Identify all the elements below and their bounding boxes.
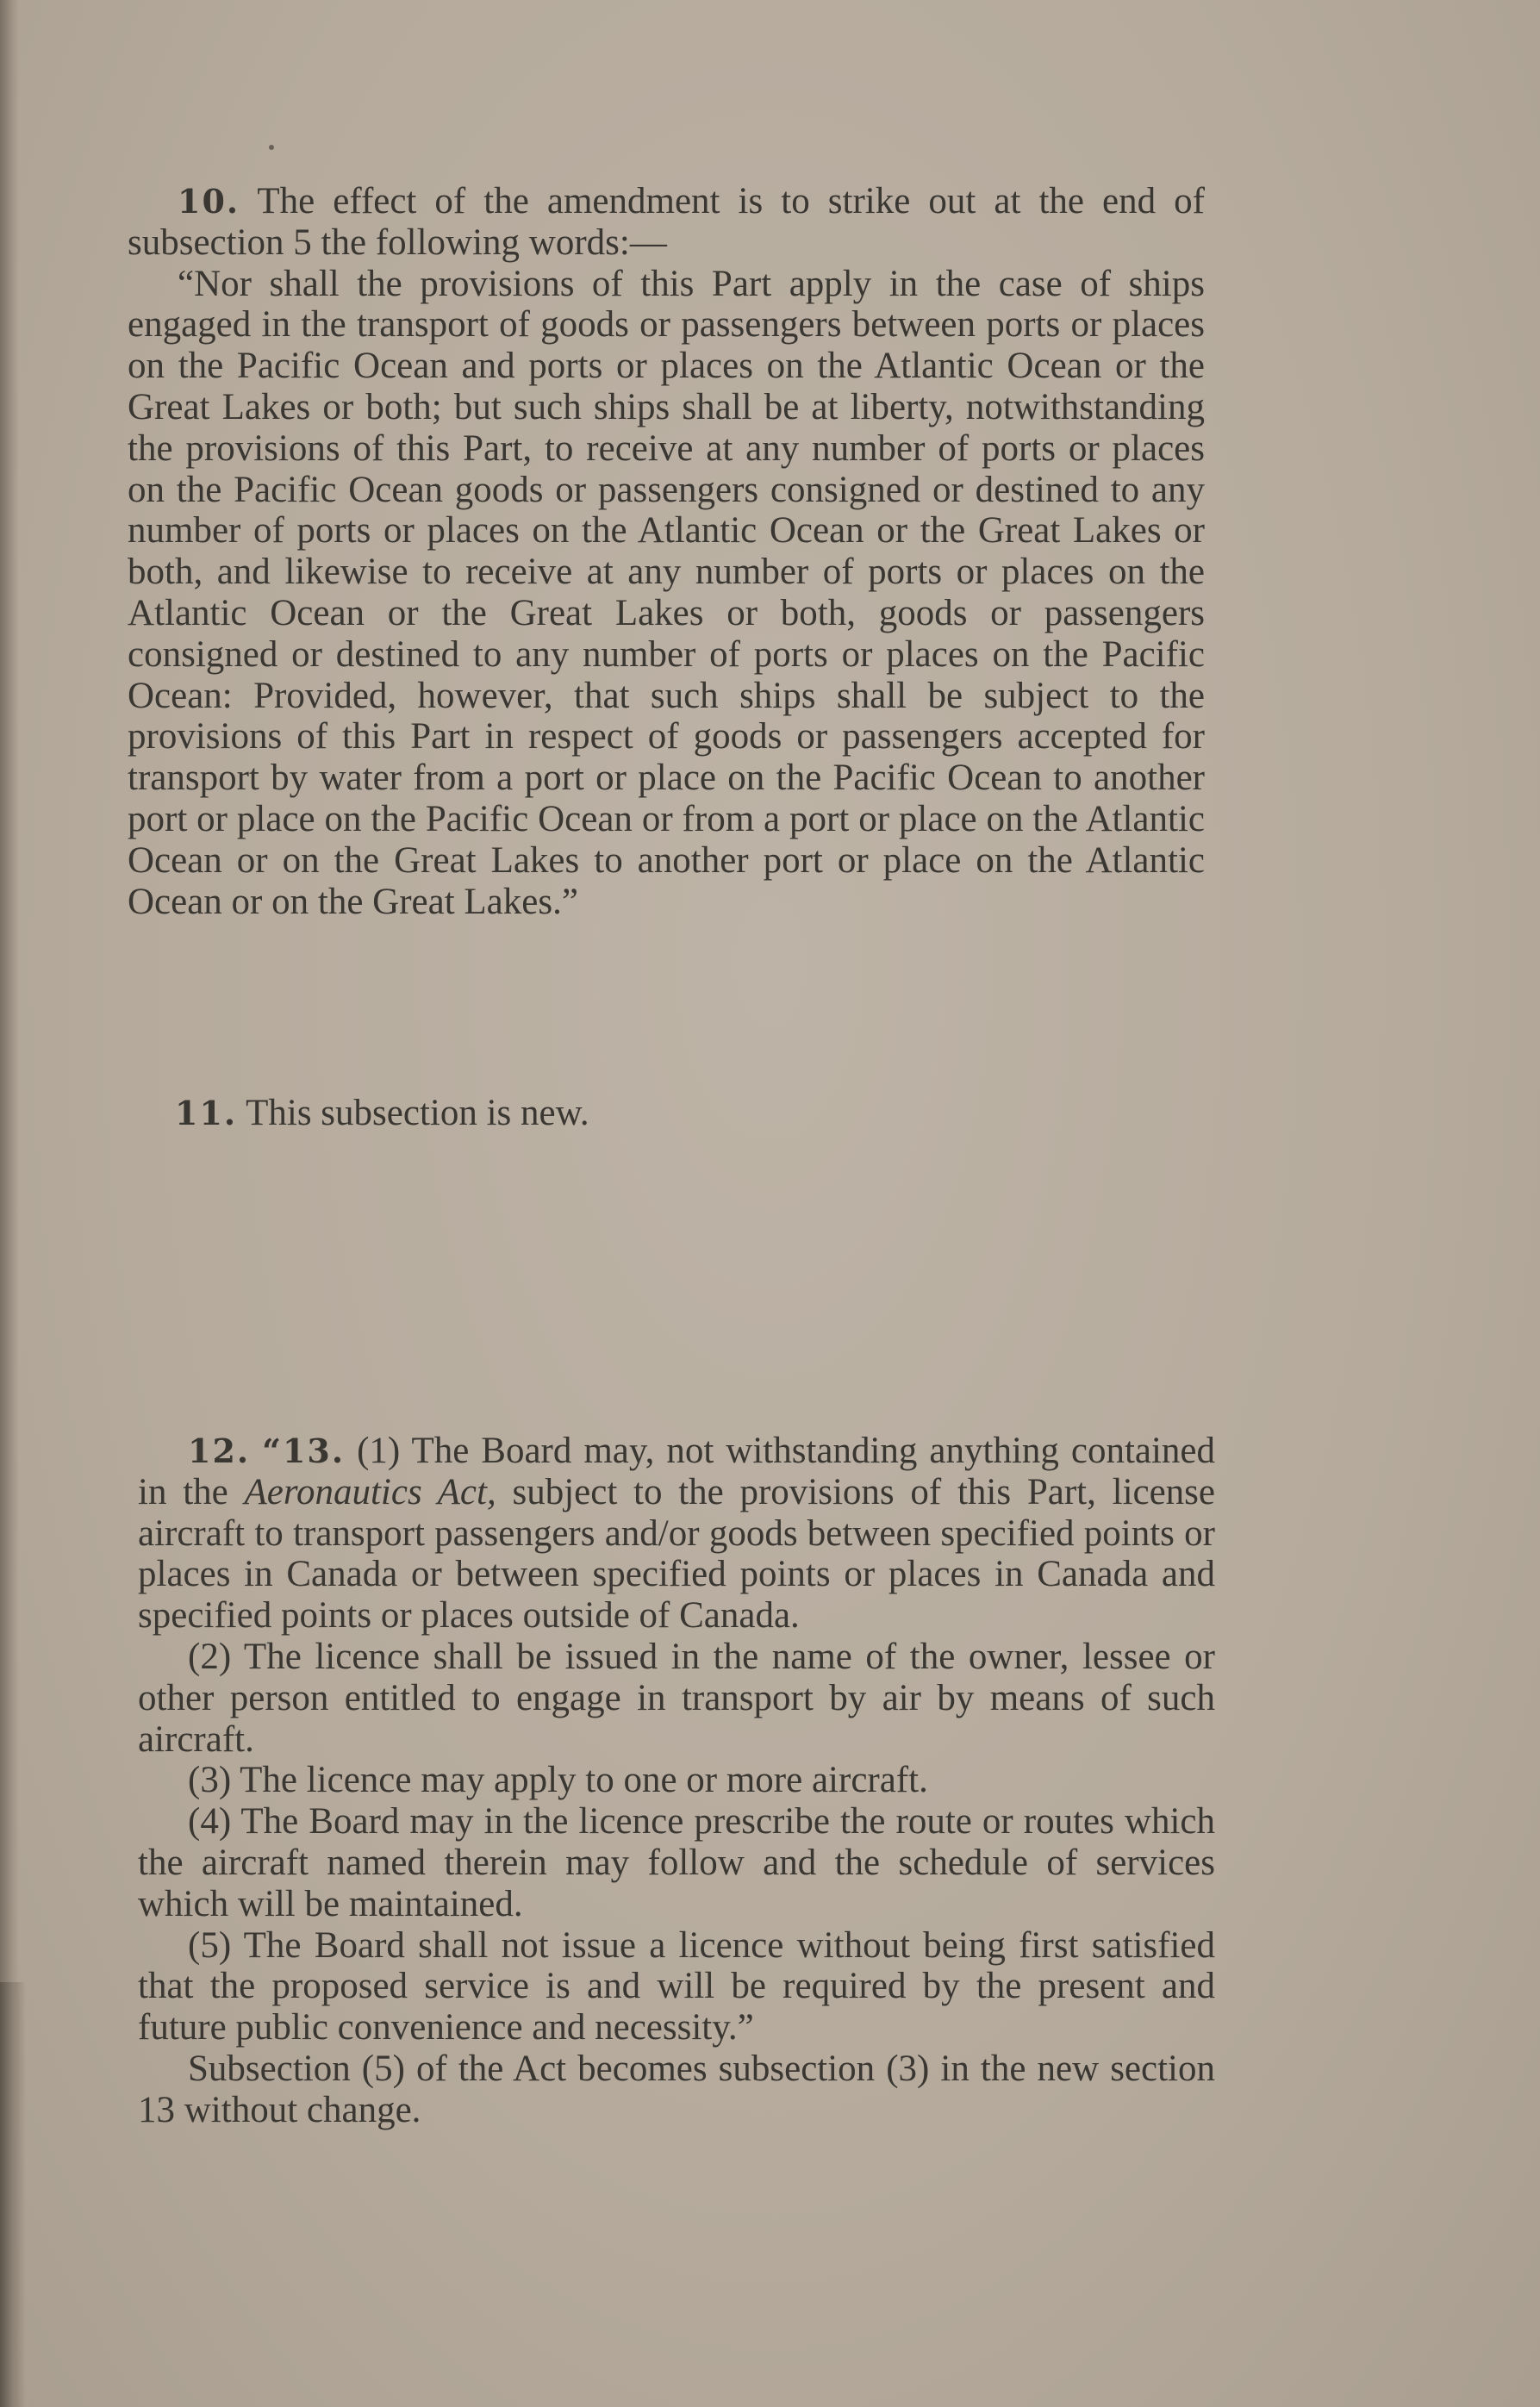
section-10-intro-text: The effect of the amendment is to strike out at the end of subsection 5 the following words:— <box>128 181 1205 263</box>
section-11-text-line <box>175 1093 1209 1134</box>
section-12-para-3: (3) The licence may apply to one or more aircraft. <box>188 1760 928 1801</box>
para-1-before: (1) The Board may, not withstanding anything contained in the <box>138 1431 1216 1512</box>
section-10-number: 10. <box>178 182 240 221</box>
section-10-quoted-words: “Nor shall the provisions of this Part apply in the case of ships engaged in the transport of goods or passengers between ports or places on the Pacific Ocean and ports or places on the Atlantic Ocean or the Great Lakes or both; but such ships shall be at liberty, notwithstanding the provisions of this Part, to receive at any number of ports or places on the Pacific Ocean goods or passengers consigned or destined to any number of ports or places on the Atlantic Ocean or the Great Lakes or both, and likewise to receive at any number of ports or places on the Atlantic Ocean or the Great Lakes or both, goods or passengers consigned or destined to any number of ports or places on the Pacific Ocean: Provided, however, that such ships shall be subject to the provisions of this Part in respect of goods or passengers accepted for transport by water from a port or place on the Pacific Ocean to another port or place on the Pacific Ocean or from a port or place on the Atlantic Ocean or on the Great Lakes to another port or place on the Atlantic Ocean or on the Great Lakes.” <box>128 263 1205 922</box>
section-11-number: 11. <box>175 1094 238 1132</box>
ink-speck <box>269 145 274 150</box>
binding-shadow <box>0 1982 26 2407</box>
new-section-13-number: “13. <box>262 1431 346 1470</box>
section-12-para-2: (2) The licence shall be issued in the name of the owner, lessee or other person entitled to engage in transport by air by means of such aircraft. <box>138 1636 1215 1760</box>
section-12-para-5: (5) The Board shall not issue a licence without being first satisfied that the proposed service is and will be required by the present and future public convenience and necessity.” <box>138 1924 1215 2048</box>
section-10-intro <box>128 181 1205 264</box>
section-12-note <box>138 1431 1215 2131</box>
section-12-para-1 <box>138 1431 1215 1637</box>
section-12-number: 12. <box>188 1431 251 1470</box>
aeronautics-act-title: Aeronautics Act, <box>244 1471 496 1512</box>
section-12-closing-note: Subsection (5) of the Act becomes subsection (3) in the new section 13 without change. <box>138 2048 1215 2130</box>
section-11-text: This subsection is new. <box>246 1093 589 1133</box>
section-11-note <box>175 1093 1209 1134</box>
para-1-after: subject to the provisions of this Part, license aircraft to transport passengers and/or goods between specified points or places in Canada or between specified points or places in Canada and specified points or places outside of Canada. <box>138 1471 1216 1637</box>
section-10-note <box>128 181 1205 922</box>
section-12-para-4: (4) The Board may in the licence prescribe the route or routes which the aircraft named therein may follow and the schedule of services which will be maintained. <box>138 1801 1215 1924</box>
